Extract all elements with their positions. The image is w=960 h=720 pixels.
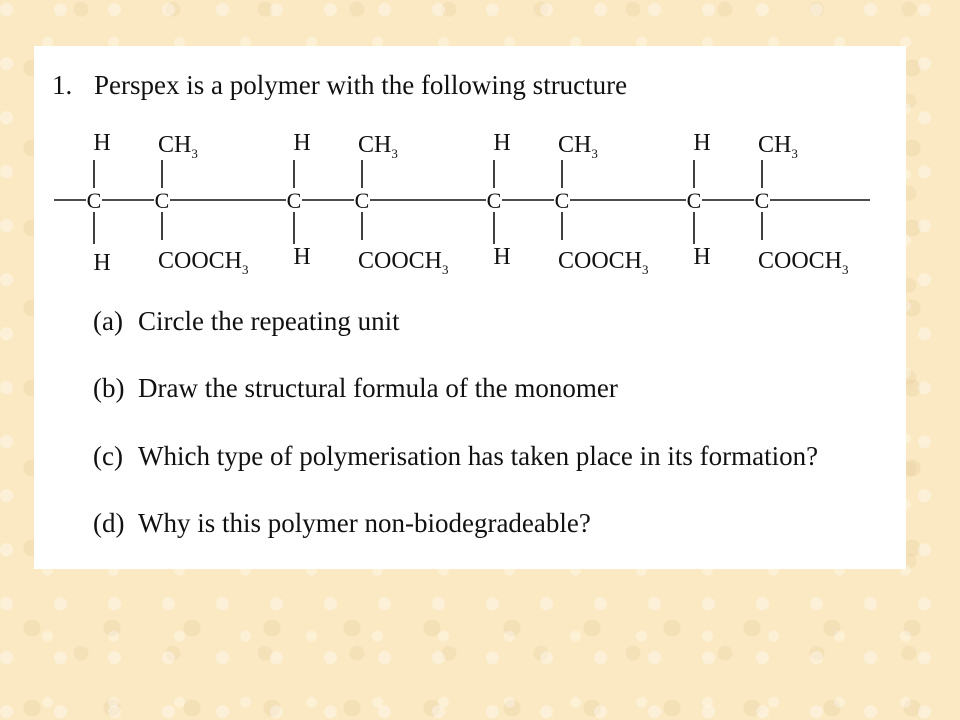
part-c-label: (c) <box>93 441 123 471</box>
atom-carbon: C <box>486 188 502 213</box>
part-b-label: (b) <box>93 373 125 403</box>
polymer-structure-diagram <box>34 46 906 296</box>
atom-carbon: C <box>754 188 770 213</box>
question-number: 1. <box>52 70 73 100</box>
part-a-label: (a) <box>93 306 123 336</box>
question-text: Perspex is a polymer with the following structure <box>94 70 628 100</box>
atom-hydrogen-bottom: H <box>293 244 311 270</box>
group-methyl: $CH_3$ <box>558 132 598 161</box>
group-ester: $COOCH_3$ <box>158 248 249 277</box>
group-methyl: $CH_3$ <box>158 132 198 161</box>
group-ester: $COOCH_3$ <box>758 248 849 277</box>
atom-carbon: C <box>86 188 102 213</box>
group-ester: $COOCH_3$ <box>558 248 649 277</box>
atom-carbon: C <box>354 188 370 213</box>
part-b <box>93 375 618 402</box>
part-d <box>93 510 591 537</box>
atom-hydrogen-top: H <box>293 130 311 156</box>
part-d-label: (d) <box>93 508 125 538</box>
part-a <box>93 308 400 335</box>
group-methyl: $CH_3$ <box>358 132 398 161</box>
part-a-text: Circle the repeating unit <box>138 306 400 336</box>
atom-carbon: C <box>554 188 570 213</box>
atom-hydrogen-bottom: H <box>493 244 511 270</box>
content-panel <box>34 46 906 569</box>
atom-hydrogen-top: H <box>693 130 711 156</box>
part-c <box>93 443 818 470</box>
atom-carbon: C <box>286 188 302 213</box>
atom-carbon: C <box>154 188 170 213</box>
part-b-text: Draw the structural formula of the monomer <box>138 373 618 403</box>
part-c-text: Which type of polymerisation has taken place in its formation? <box>138 441 819 471</box>
atom-hydrogen-top: H <box>93 130 111 156</box>
atom-carbon: C <box>686 188 702 213</box>
atom-hydrogen-bottom: H <box>693 244 711 270</box>
group-ester: $COOCH_3$ <box>358 248 449 277</box>
group-methyl: $CH_3$ <box>758 132 798 161</box>
atom-hydrogen-top: H <box>493 130 511 156</box>
atom-hydrogen-bottom: H <box>93 250 111 276</box>
part-d-text: Why is this polymer non-biodegradeable? <box>138 508 591 538</box>
